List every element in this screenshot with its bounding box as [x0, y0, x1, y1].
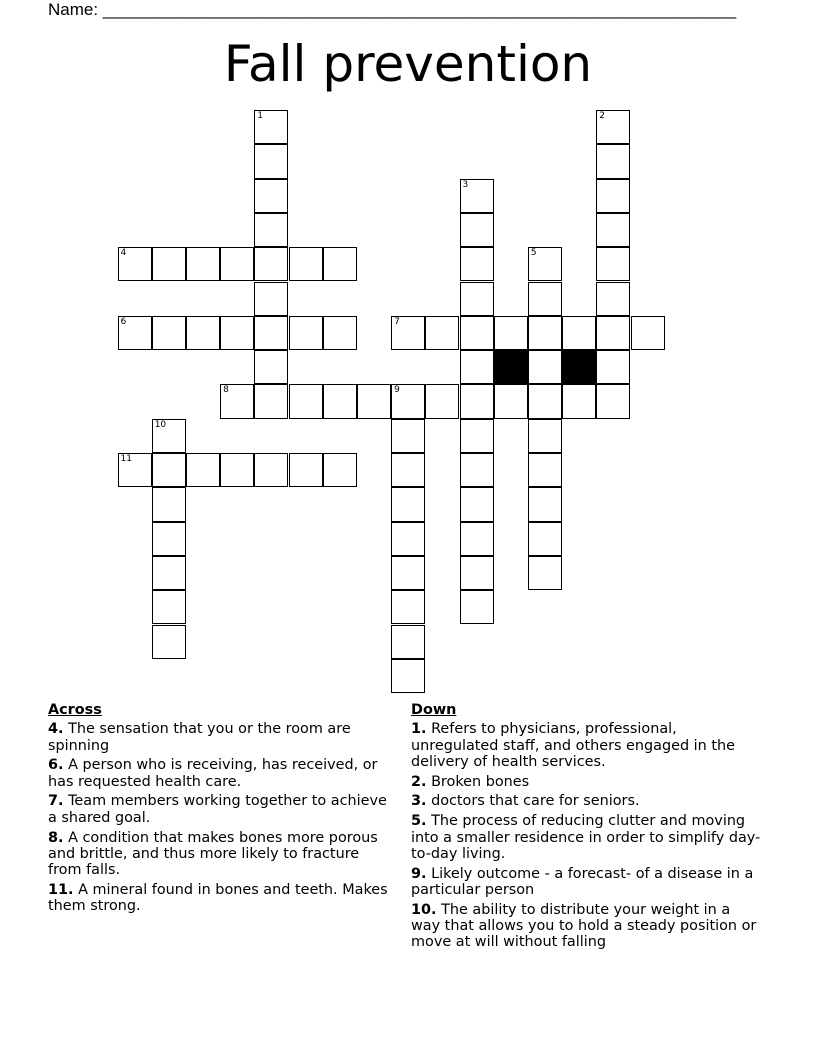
grid-cell[interactable] [596, 144, 630, 178]
grid-cell[interactable] [460, 487, 494, 521]
clue-number-label: 2 [599, 111, 606, 121]
clue-text: The ability to distribute your weight in a way that allows you to hold a steady position or move at will without falling [411, 901, 757, 951]
grid-cell[interactable] [254, 247, 288, 281]
clue-number-label: 5 [530, 248, 537, 259]
grid-cell[interactable] [391, 316, 425, 350]
clue-down-1 [411, 721, 763, 770]
clue-number-label: 3 [462, 179, 469, 190]
grid-cell[interactable] [391, 419, 425, 453]
grid-cell[interactable] [254, 213, 288, 247]
clue-number-label: 9 [394, 385, 400, 396]
clue-number: 8. [48, 829, 64, 846]
grid-cell[interactable] [596, 213, 630, 247]
clue-across-8 [48, 830, 393, 879]
grid-cell[interactable] [323, 316, 357, 350]
grid-cell[interactable] [460, 556, 494, 590]
grid-cell[interactable] [254, 110, 288, 144]
grid-cell[interactable] [425, 316, 459, 350]
grid-cell[interactable] [596, 316, 630, 350]
clue-number: 4. [48, 721, 64, 738]
grid-cell[interactable] [528, 522, 562, 556]
grid-cell[interactable] [152, 625, 186, 659]
clue-number: 7. [48, 793, 64, 810]
clue-number: 1. [411, 721, 427, 738]
clue-text: Refers to physicians, professional, unregulated staff, and others engaged in the delivery of health services. [411, 721, 735, 770]
grid-cell[interactable] [460, 316, 494, 350]
grid-cell[interactable] [528, 350, 562, 384]
across-heading: Across [48, 702, 102, 718]
clue-number-label: 7 [394, 316, 400, 327]
clue-down-5 [411, 813, 763, 862]
clue-number-label: 11 [120, 454, 132, 464]
black-square [562, 350, 596, 384]
grid-cell[interactable] [460, 384, 494, 418]
grid-cell[interactable] [118, 316, 152, 350]
grid-cell[interactable] [460, 419, 494, 453]
grid-cell[interactable] [220, 384, 254, 418]
clue-across-4 [48, 721, 393, 754]
clue-text: Broken bones [431, 773, 530, 790]
grid-cell[interactable] [391, 625, 425, 659]
grid-cell[interactable] [528, 384, 562, 418]
grid-cell[interactable] [425, 384, 459, 418]
clue-text: A person who is receiving, has received, or has requested health care. [48, 757, 378, 790]
grid-cell[interactable] [460, 247, 494, 281]
grid-cell[interactable] [460, 590, 494, 624]
grid-cell[interactable] [357, 384, 391, 418]
grid-cell[interactable] [323, 453, 357, 487]
clue-number: 5. [411, 813, 427, 830]
grid-cell[interactable] [220, 453, 254, 487]
grid-cell[interactable] [494, 384, 528, 418]
grid-cell[interactable] [152, 522, 186, 556]
clue-number-label: 1 [257, 111, 264, 121]
grid-cell[interactable] [186, 453, 220, 487]
clue-number: 6. [48, 757, 64, 774]
grid-cell[interactable] [289, 453, 323, 487]
grid-cell[interactable] [254, 350, 288, 384]
grid-cell[interactable] [391, 590, 425, 624]
clue-number: 11. [48, 881, 74, 898]
grid-cell[interactable] [528, 316, 562, 350]
grid-cell[interactable] [254, 179, 288, 213]
grid-cell[interactable] [254, 144, 288, 178]
clue-across-11 [48, 882, 393, 915]
grid-cell[interactable] [323, 247, 357, 281]
grid-cell[interactable] [631, 316, 665, 350]
grid-cell[interactable] [323, 384, 357, 418]
clue-text: Likely outcome - a forecast- of a disease in a particular person [411, 865, 754, 898]
grid-cell[interactable] [460, 350, 494, 384]
grid-cell[interactable] [528, 453, 562, 487]
grid-cell[interactable] [152, 453, 186, 487]
clue-number-label: 6 [120, 316, 127, 327]
grid-cell[interactable] [562, 384, 596, 418]
grid-cell[interactable] [596, 350, 630, 384]
clue-text: A condition that makes bones more porous and brittle, and thus more likely to fracture from falls. [48, 829, 378, 879]
grid-cell[interactable] [460, 282, 494, 316]
clue-text: Team members working together to achieve a shared goal. [48, 793, 387, 826]
clue-text: doctors that care for seniors. [431, 793, 640, 810]
name-field[interactable]: Name: ___________________________________________________________________ [48, 0, 737, 19]
clue-down-3 [411, 793, 763, 809]
grid-cell[interactable] [152, 590, 186, 624]
grid-cell[interactable] [391, 522, 425, 556]
grid-cell[interactable] [596, 110, 630, 144]
grid-cell[interactable] [254, 384, 288, 418]
grid-cell[interactable] [152, 316, 186, 350]
grid-cell[interactable] [562, 316, 596, 350]
grid-cell[interactable] [391, 384, 425, 418]
grid-cell[interactable] [152, 556, 186, 590]
grid-cell[interactable] [494, 316, 528, 350]
grid-cell[interactable] [528, 247, 562, 281]
grid-cell[interactable] [391, 453, 425, 487]
page-title: Fall prevention [223, 35, 593, 93]
grid-cell[interactable] [220, 316, 254, 350]
grid-cell[interactable] [460, 522, 494, 556]
grid-cell[interactable] [289, 384, 323, 418]
down-heading: Down [411, 702, 457, 718]
grid-cell[interactable] [152, 487, 186, 521]
clue-number: 10. [411, 901, 437, 918]
grid-cell[interactable] [528, 487, 562, 521]
clue-down-9 [411, 866, 763, 899]
clue-down-10 [411, 902, 763, 951]
clue-text: The process of reducing clutter and moving into a smaller residence in order to simplify day-to-day living. [411, 813, 761, 862]
grid-cell[interactable] [460, 213, 494, 247]
clue-number-label: 8 [223, 385, 229, 396]
grid-cell[interactable] [460, 179, 494, 213]
grid-cell[interactable] [528, 419, 562, 453]
grid-cell[interactable] [596, 247, 630, 281]
clue-number: 9. [411, 865, 427, 882]
across-clues [48, 702, 393, 918]
clue-number: 2. [411, 773, 427, 790]
grid-cell[interactable] [220, 247, 254, 281]
clue-across-6 [48, 757, 393, 790]
grid-cell[interactable] [118, 453, 152, 487]
grid-cell[interactable] [289, 316, 323, 350]
clue-number-label: 10 [154, 419, 167, 430]
grid-cell[interactable] [118, 247, 152, 281]
grid-cell[interactable] [254, 316, 288, 350]
grid-cell[interactable] [528, 282, 562, 316]
grid-cell[interactable] [391, 487, 425, 521]
grid-cell[interactable] [254, 282, 288, 316]
grid-cell[interactable] [391, 659, 425, 693]
grid-cell[interactable] [152, 419, 186, 453]
grid-cell[interactable] [596, 384, 630, 418]
clue-text: A mineral found in bones and teeth. Makes them strong. [48, 881, 388, 915]
grid-cell[interactable] [152, 247, 186, 281]
grid-cell[interactable] [460, 453, 494, 487]
grid-cell[interactable] [186, 316, 220, 350]
grid-cell[interactable] [596, 282, 630, 316]
grid-cell[interactable] [254, 453, 288, 487]
grid-cell[interactable] [186, 247, 220, 281]
clue-across-7 [48, 793, 393, 826]
grid-cell[interactable] [391, 556, 425, 590]
grid-cell[interactable] [289, 247, 323, 281]
clue-number: 3. [411, 793, 427, 810]
black-square [494, 350, 528, 384]
down-clues [411, 702, 763, 954]
grid-cell[interactable] [528, 556, 562, 590]
clue-text: The sensation that you or the room are spinning [48, 721, 351, 754]
clue-down-2 [411, 774, 763, 790]
grid-cell[interactable] [596, 179, 630, 213]
clue-number-label: 4 [120, 248, 127, 259]
